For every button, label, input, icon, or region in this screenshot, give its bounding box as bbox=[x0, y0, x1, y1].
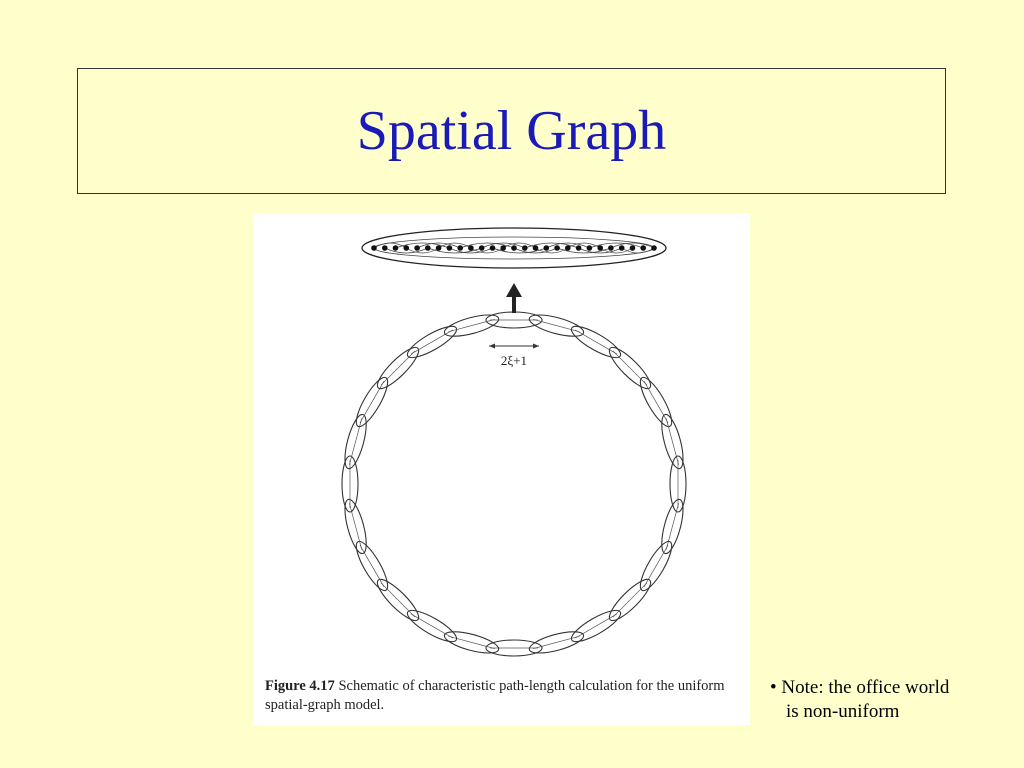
ring-cluster bbox=[568, 321, 624, 363]
ring-cluster bbox=[351, 374, 393, 430]
node-dot bbox=[404, 245, 410, 251]
ring-cluster bbox=[442, 627, 500, 657]
ring-cluster bbox=[342, 456, 358, 512]
caption-text: Schematic of characteristic path-length calculation for the uniform spatial-graph model. bbox=[265, 678, 725, 713]
node-dot bbox=[436, 245, 442, 251]
ring-cluster bbox=[486, 312, 542, 328]
ring-cluster bbox=[442, 311, 500, 341]
ring-cluster bbox=[527, 311, 585, 341]
up-arrow-icon bbox=[506, 283, 522, 313]
node-dot bbox=[544, 245, 550, 251]
bullet: • bbox=[770, 677, 777, 698]
node-dot bbox=[533, 245, 539, 251]
node-dot bbox=[393, 245, 399, 251]
node-dot bbox=[522, 245, 528, 251]
node-dot bbox=[511, 245, 517, 251]
node-dot bbox=[554, 245, 560, 251]
node-dot bbox=[479, 245, 485, 251]
title-box bbox=[77, 68, 946, 194]
node-dot bbox=[371, 245, 377, 251]
spatial-graph-diagram bbox=[253, 213, 750, 725]
node-dot bbox=[425, 245, 431, 251]
ring-cluster bbox=[605, 343, 656, 394]
node-dot bbox=[597, 245, 603, 251]
caption-label: Figure 4.17 bbox=[265, 678, 335, 694]
node-dot bbox=[500, 245, 506, 251]
ring-cluster bbox=[605, 575, 656, 626]
figure-panel bbox=[253, 213, 750, 725]
collapsed-chain bbox=[362, 228, 666, 268]
note-text bbox=[770, 676, 949, 724]
ring-cluster bbox=[351, 538, 393, 594]
node-dot bbox=[651, 245, 657, 251]
note-line-2: is non-uniform bbox=[786, 701, 900, 722]
ring-cluster bbox=[486, 640, 542, 656]
node-dot bbox=[490, 245, 496, 251]
node-dot bbox=[630, 245, 636, 251]
dimension-arrow bbox=[489, 344, 539, 349]
node-dot bbox=[608, 245, 614, 251]
ring-cluster bbox=[373, 575, 424, 626]
note-line-1 bbox=[770, 676, 949, 700]
ring-cluster bbox=[635, 374, 677, 430]
node-dot bbox=[457, 245, 463, 251]
ring-cluster bbox=[404, 605, 460, 647]
node-dot bbox=[619, 245, 625, 251]
ring-cluster bbox=[670, 456, 686, 512]
node-dot bbox=[468, 245, 474, 251]
node-dot bbox=[640, 245, 646, 251]
node-dot bbox=[576, 245, 582, 251]
ring-cluster bbox=[657, 497, 687, 555]
figure-caption bbox=[265, 677, 745, 715]
node-dot bbox=[414, 245, 420, 251]
node-dot bbox=[447, 245, 453, 251]
dimension-label: 2ξ+1 bbox=[500, 353, 528, 368]
link-arc bbox=[374, 243, 406, 248]
ring-cluster bbox=[404, 321, 460, 363]
slide-title: Spatial Graph bbox=[356, 100, 667, 162]
ring-cluster bbox=[373, 343, 424, 394]
ring-cluster bbox=[341, 412, 371, 470]
node-dot bbox=[565, 245, 571, 251]
link-arc bbox=[622, 248, 654, 253]
ring-cluster bbox=[568, 605, 624, 647]
node-dot bbox=[382, 245, 388, 251]
ring-cluster bbox=[635, 538, 677, 594]
node-dot bbox=[587, 245, 593, 251]
note-line-1-text: Note: the office world bbox=[781, 677, 950, 698]
